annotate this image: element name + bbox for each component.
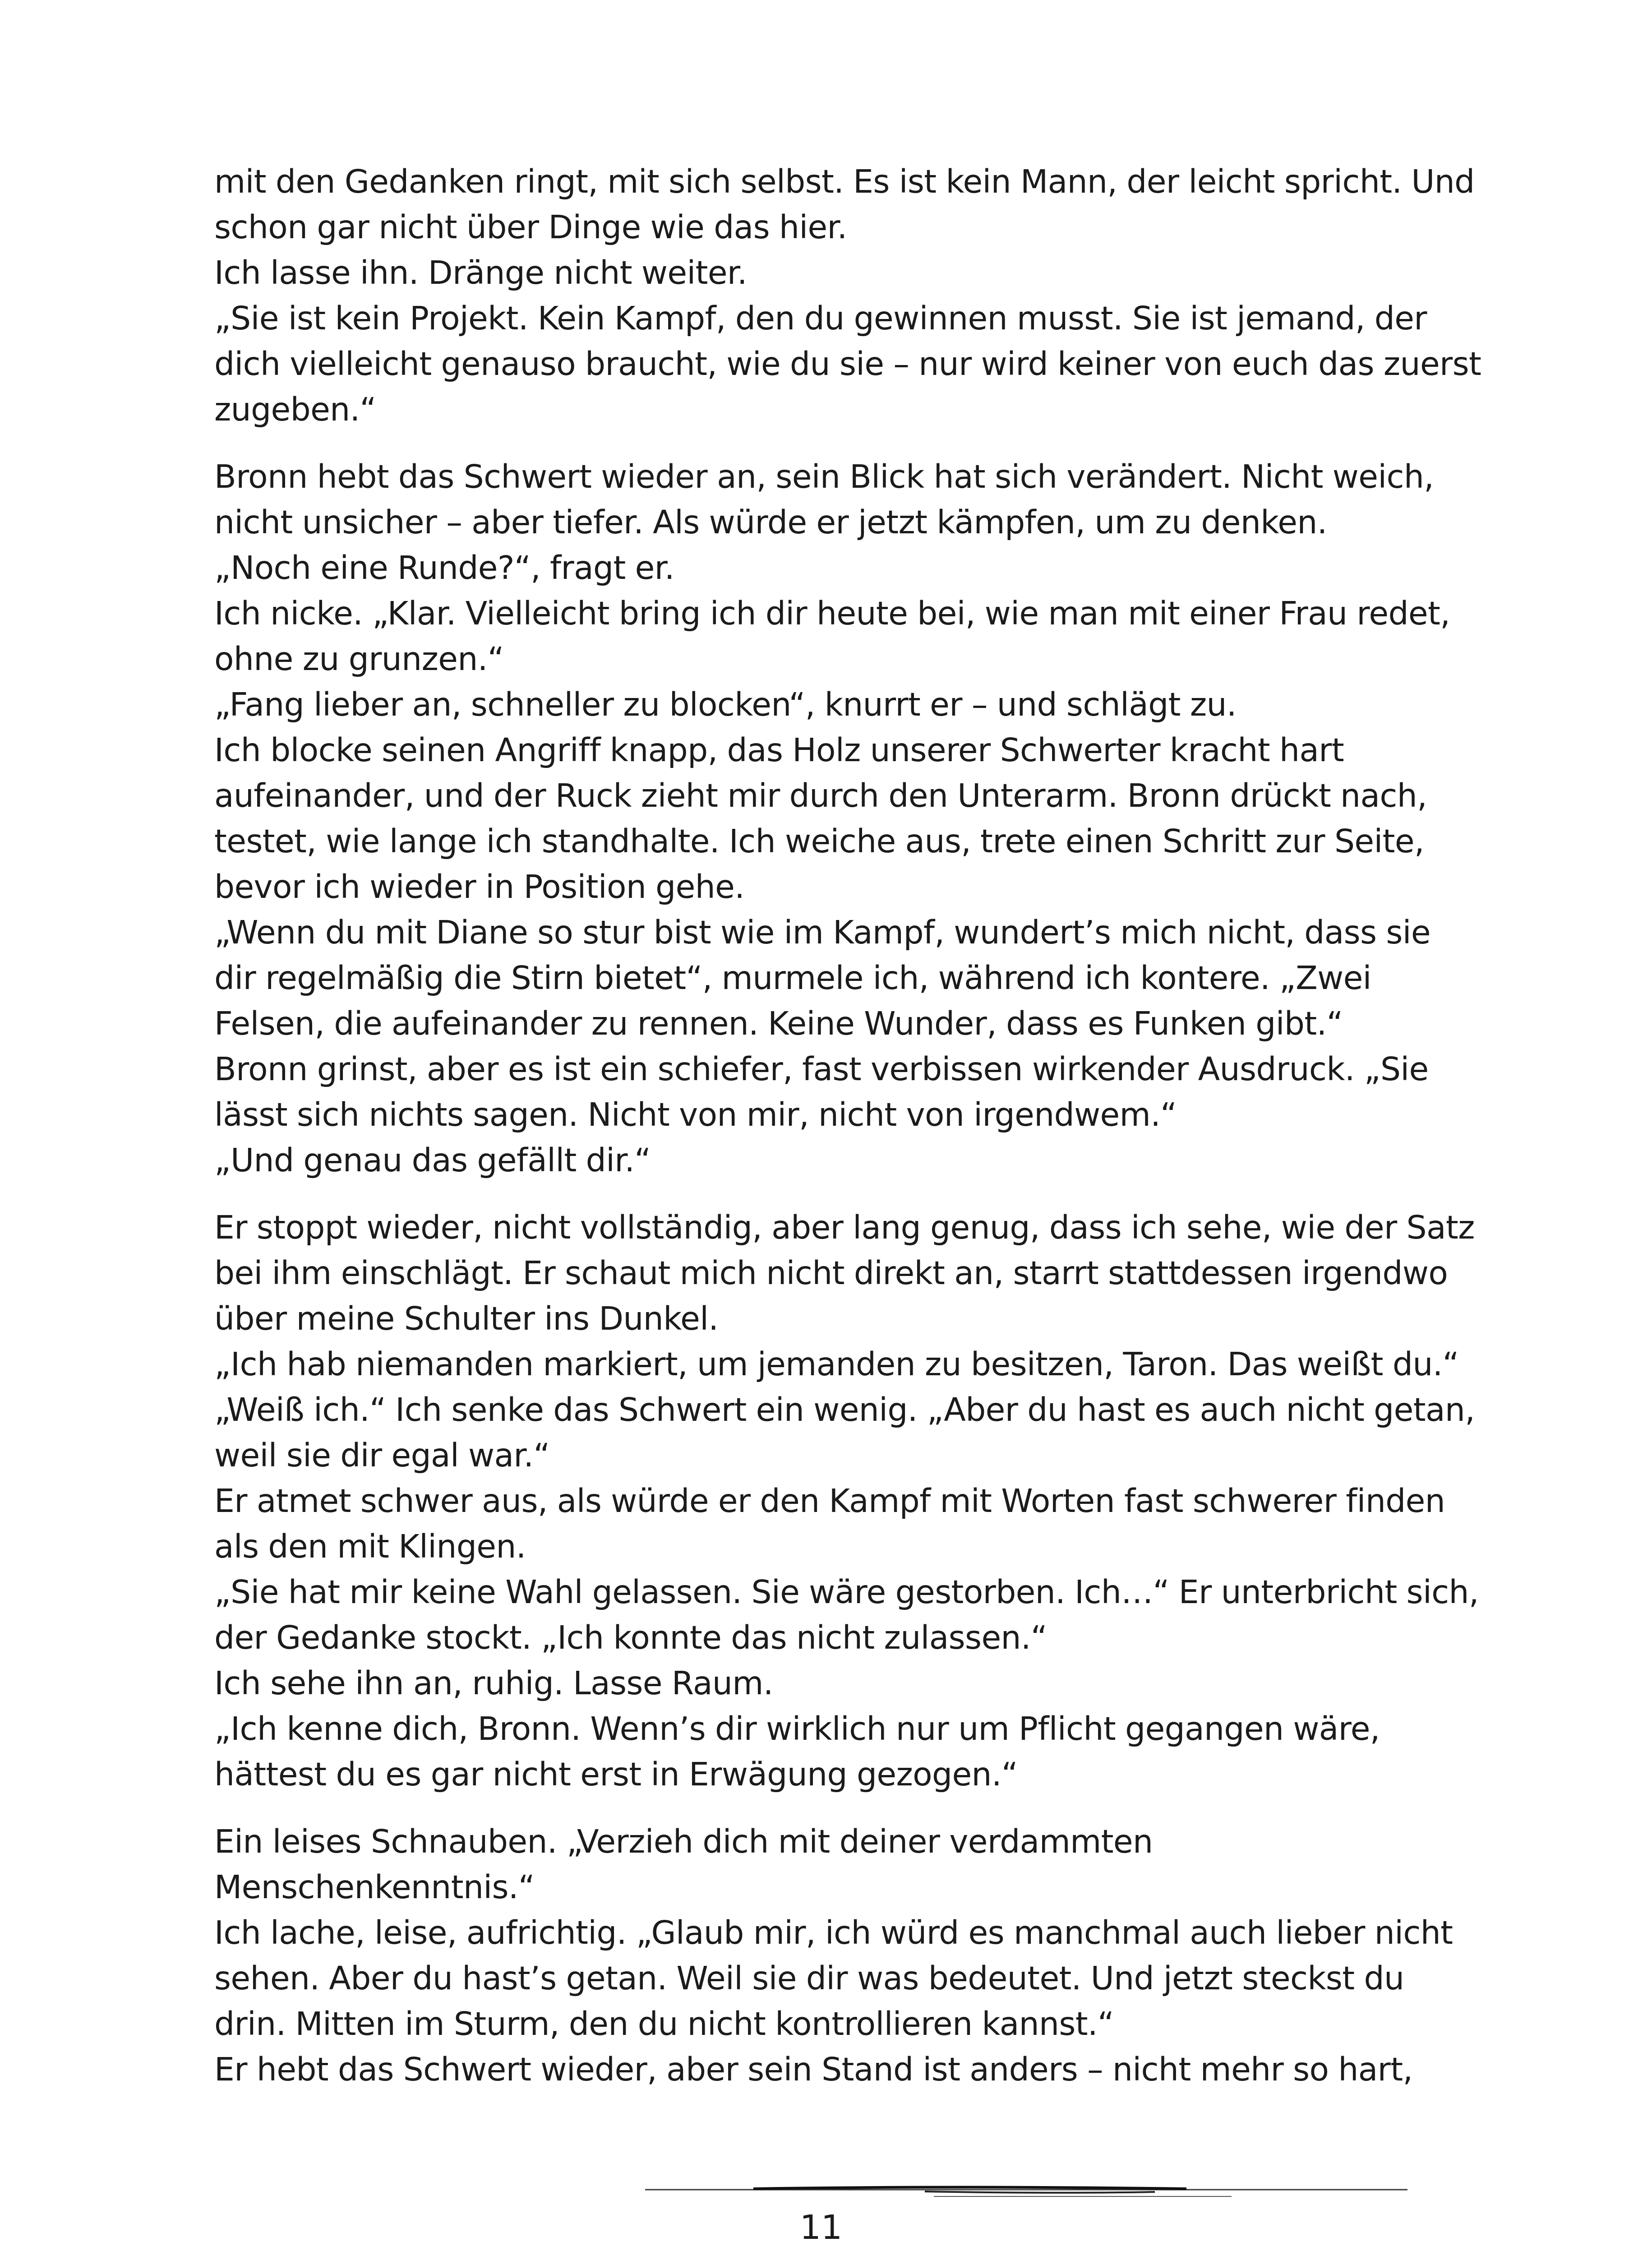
text-line: bevor ich wieder in Position gehe. — [214, 868, 745, 906]
text-line: sehen. Aber du hast’s getan. Weil sie dir was bedeutet. Und jetzt steckst du — [214, 1960, 1404, 1997]
text-line: aufeinander, und der Ruck zieht mir durch den Unterarm. Bronn drückt nach, — [214, 777, 1427, 814]
text-line: lässt sich nichts sagen. Nicht von mir, nicht von irgendwem.“ — [214, 1096, 1177, 1133]
text-line: Er hebt das Schwert wieder, aber sein Stand ist anders – nicht mehr so hart, — [214, 2051, 1413, 2088]
text-line: Ich lasse ihn. Dränge nicht weiter. — [214, 254, 747, 291]
text-line: dir regelmäßig die Stirn bietet“, murmele ich, während ich kontere. „Zwei — [214, 959, 1371, 997]
text-line: „Weiß ich.“ Ich senke das Schwert ein wenig. „Aber du hast es auch nicht getan, — [214, 1391, 1475, 1428]
paragraph — [214, 1819, 1495, 2092]
text-line: mit den Gedanken ringt, mit sich selbst. Es ist kein Mann, der leicht spricht. Und — [214, 163, 1475, 200]
text-line: nicht unsicher – aber tiefer. Als würde er jetzt kämpfen, um zu denken. — [214, 504, 1327, 541]
text-line: „Wenn du mit Diane so stur bist wie im Kampf, wundert’s mich nicht, dass sie — [214, 914, 1431, 951]
text-line: „Sie hat mir keine Wahl gelassen. Sie wäre gestorben. Ich…“ Er unterbricht sich, — [214, 1573, 1479, 1611]
text-line: hättest du es gar nicht erst in Erwägung gezogen.“ — [214, 1756, 1018, 1793]
text-line: Er stoppt wieder, nicht vollständig, aber lang genug, dass ich sehe, wie der Satz — [214, 1209, 1475, 1246]
paragraph — [214, 159, 1495, 432]
text-line: bei ihm einschlägt. Er schaut mich nicht direkt an, starrt stattdessen irgendwo — [214, 1254, 1448, 1292]
text-line: dich vielleicht genauso braucht, wie du sie – nur wird keiner von euch das zuerst — [214, 345, 1481, 383]
text-line: „Noch eine Runde?“, fragt er. — [214, 549, 674, 587]
text-line: Ich lache, leise, aufrichtig. „Glaub mir, ich würd es manchmal auch lieber nicht — [214, 1914, 1453, 1951]
text-line: „Fang lieber an, schneller zu blocken“, knurrt er – und schlägt zu. — [214, 686, 1237, 723]
text-line: schon gar nicht über Dinge wie das hier. — [214, 208, 847, 246]
text-line: Felsen, die aufeinander zu rennen. Keine Wunder, dass es Funken gibt.“ — [214, 1005, 1343, 1042]
text-line: „Ich hab niemanden markiert, um jemanden zu besitzen, Taron. Das weißt du.“ — [214, 1345, 1459, 1383]
text-line: Ich blocke seinen Angriff knapp, das Holz unserer Schwerter kracht hart — [214, 731, 1344, 769]
text-line: Bronn hebt das Schwert wieder an, sein Blick hat sich verändert. Nicht weich, — [214, 458, 1434, 495]
paragraph — [214, 454, 1495, 1183]
text-line: der Gedanke stockt. „Ich konnte das nicht zulassen.“ — [214, 1619, 1047, 1656]
page-number: 11 — [799, 2208, 843, 2247]
text-line: Bronn grinst, aber es ist ein schiefer, fast verbissen wirkender Ausdruck. „Sie — [214, 1050, 1429, 1088]
text-line: ohne zu grunzen.“ — [214, 640, 504, 678]
body-text — [214, 159, 1495, 2114]
text-line: testet, wie lange ich standhalte. Ich weiche aus, trete einen Schritt zur Seite, — [214, 823, 1424, 860]
text-line: „Und genau das gefällt dir.“ — [214, 1142, 651, 1179]
text-line: als den mit Klingen. — [214, 1528, 526, 1565]
text-line: Menschenkenntnis.“ — [214, 1868, 535, 1906]
paragraph — [214, 1205, 1495, 1797]
text-line: „Sie ist kein Projekt. Kein Kampf, den du gewinnen musst. Sie ist jemand, der — [214, 300, 1427, 337]
text-line: Ich sehe ihn an, ruhig. Lasse Raum. — [214, 1664, 773, 1702]
text-line: „Ich kenne dich, Bronn. Wenn’s dir wirklich nur um Pflicht gegangen wäre, — [214, 1710, 1380, 1747]
text-line: über meine Schulter ins Dunkel. — [214, 1300, 719, 1337]
footer-divider — [645, 2183, 1407, 2201]
text-line: weil sie dir egal war.“ — [214, 1437, 550, 1474]
text-line: Er atmet schwer aus, als würde er den Kampf mit Worten fast schwerer finden — [214, 1482, 1445, 1520]
text-line: drin. Mitten im Sturm, den du nicht kontrollieren kannst.“ — [214, 2005, 1114, 2043]
text-line: zugeben.“ — [214, 391, 376, 428]
text-line: Ich nicke. „Klar. Vielleicht bring ich dir heute bei, wie man mit einer Frau redet, — [214, 595, 1450, 632]
text-line: Ein leises Schnauben. „Verzieh dich mit deiner verdammten — [214, 1823, 1153, 1860]
